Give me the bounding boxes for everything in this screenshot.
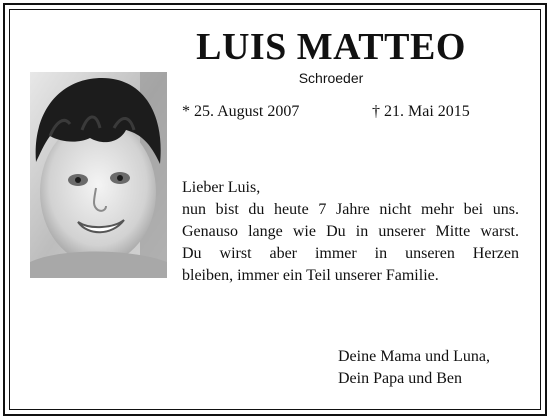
death-date: † 21. Mai 2015 <box>372 103 470 120</box>
message-line: Lieber Luis, <box>182 179 261 196</box>
message-line: Genauso lange wie Du in unserer Mitte warst. <box>182 223 519 240</box>
portrait-illustration <box>30 72 167 278</box>
signature-line: Dein Papa und Ben <box>338 370 462 387</box>
portrait-photo <box>30 72 167 278</box>
deceased-surname: Schroeder <box>298 70 364 86</box>
message-line: Du wirst aber immer in unseren Herzen <box>182 245 519 262</box>
birth-date: * 25. August 2007 <box>182 103 300 120</box>
memorial-message <box>182 177 519 287</box>
message-line: nun bist du heute 7 Jahre nicht mehr bei uns. <box>182 201 519 218</box>
signature-line: Deine Mama und Luna, <box>338 348 490 365</box>
deceased-name: LUIS MATTEO <box>196 26 466 68</box>
signature-block <box>338 346 490 390</box>
message-line: bleiben, immer ein Teil unserer Familie. <box>182 267 439 284</box>
